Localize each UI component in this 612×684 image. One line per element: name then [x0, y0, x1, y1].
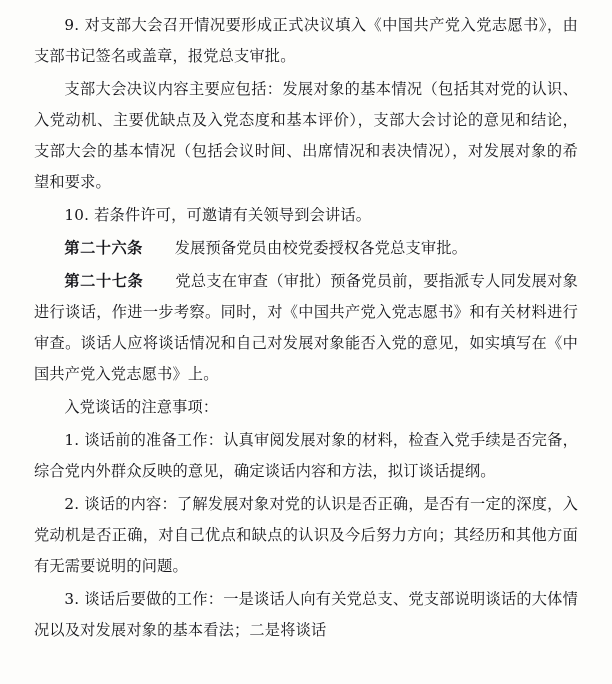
article-26-heading: 第二十六条 — [64, 239, 143, 257]
article-27-text: 党总支在审查（审批）预备党员前，要指派专人同发展对象进行谈话，作进一步考察。同时，对《中国共产党入党志愿书》和有关材料进行审查。谈话人应将谈话情况和自己对发展对象能否入党的意见，如实填写在《中国共产党入党志愿书》上。 — [34, 272, 578, 383]
paragraph-item-3: 10. 若条件许可，可邀请有关领导到会讲话。 — [64, 206, 372, 224]
article-26-text: 发展预备党员由校党委授权各党总支审批。 — [174, 239, 468, 257]
article-27 — [34, 266, 578, 390]
paragraph-item-8: 2. 谈话的内容：了解发展对象对党的认识是否正确，是否有一定的深度，入党动机是否正确，对自己优点和缺点的认识及今后努力方向；其经历和其他方面有无需要说明的问题。 — [34, 495, 578, 575]
paragraph-item-6: 入党谈话的注意事项： — [64, 398, 219, 416]
article-26 — [34, 233, 578, 264]
paragraph-item-2: 支部大会决议内容主要应包括：发展对象的基本情况（包括其对党的认识、入党动机、主要优缺点及入党态度和基本评价），支部大会讨论的意见和结论，支部大会的基本情况（包括会议时间、出席情况和表决情况），对发展对象的希望和要求。 — [34, 80, 578, 191]
paragraph-item-1: 9. 对支部大会召开情况要形成正式决议填入《中国共产党入党志愿书》，由支部书记签名或盖章，报党总支审批。 — [34, 16, 578, 65]
paragraph-item-9: 3. 谈话后要做的工作：一是谈话人向有关党总支、党支部说明谈话的大体情况以及对发展对象的基本看法；二是将谈话 — [34, 590, 578, 639]
article-27-heading: 第二十七条 — [64, 272, 144, 290]
paragraph-item-7: 1. 谈话前的准备工作：认真审阅发展对象的材料，检查入党手续是否完备，综合党内外群众反映的意见，确定谈话内容和方法，拟订谈话提纲。 — [34, 431, 578, 480]
